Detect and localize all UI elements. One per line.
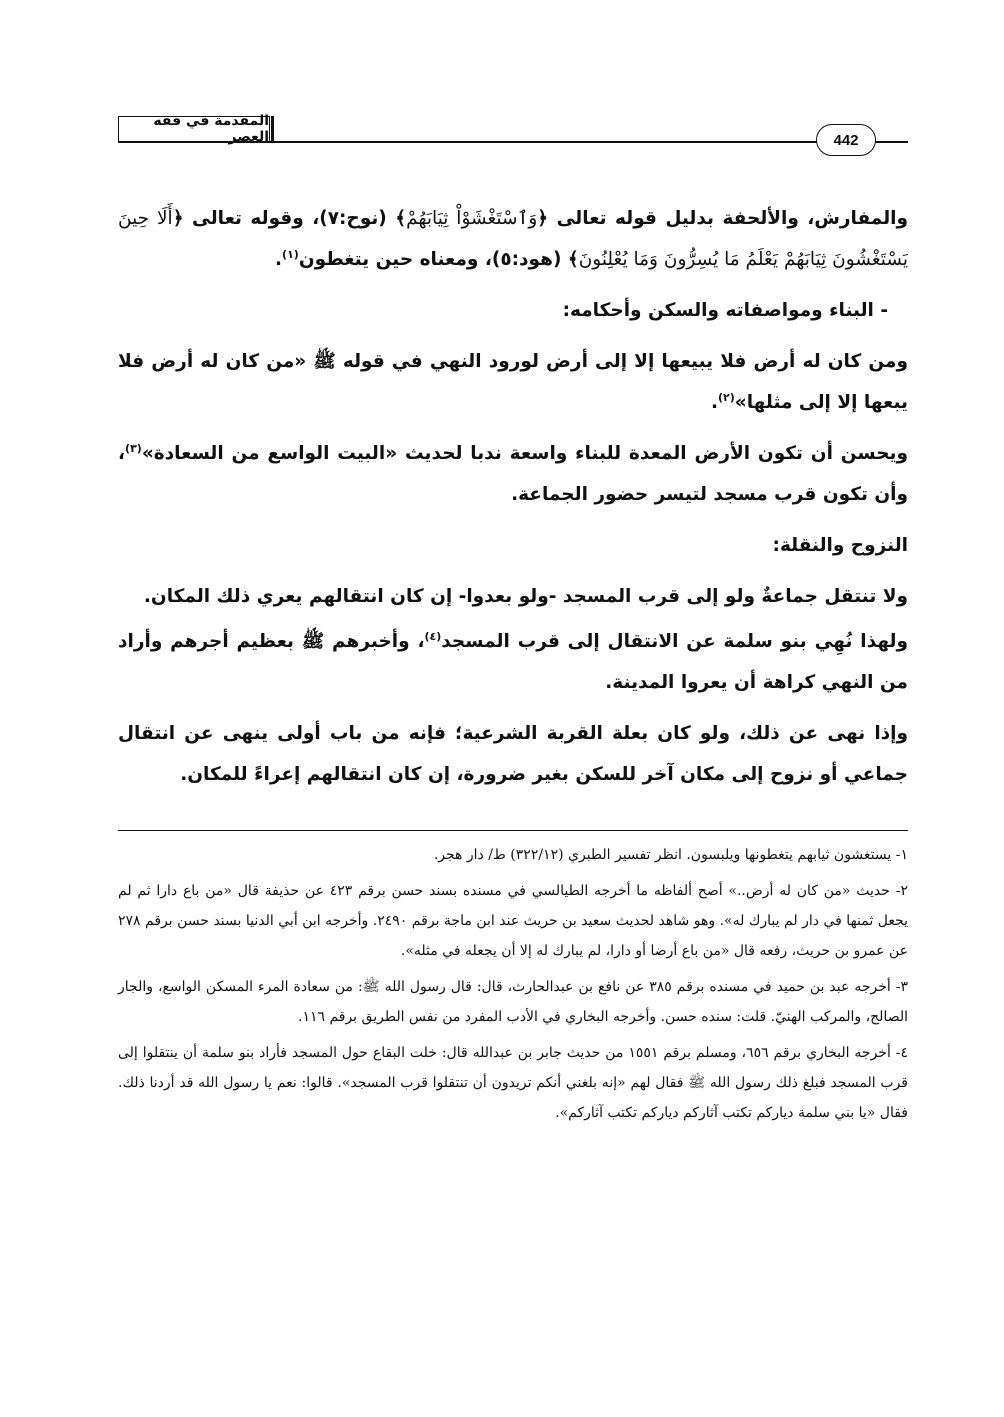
footnote-ref-2: (٢)	[718, 390, 735, 404]
footnote-ref-4: (٤)	[424, 629, 442, 643]
page-number: 442	[816, 124, 876, 156]
footnote-ref-3: (٣)	[125, 441, 142, 455]
footnotes	[118, 840, 908, 1134]
footnote-separator	[118, 830, 908, 831]
paragraph-conclusion: وإذا نهى عن ذلك، ولو كان بعلة القربة الشرعية؛ فإنه من باب أولى ينهى عن انتقال جماعي أو نزوح إلى مكان آخر للسكن بغير ضرورة، إن كان انتقالهم إعراءً للمكان.	[118, 723, 908, 785]
paragraph-spacious	[118, 433, 908, 515]
footnote-2: ٢- حديث «من كان له أرض..» أصح ألفاظه ما أخرجه الطيالسي في مسنده بسند حسن برقم ٤٢٣ عن حذيفة قال «من باع دارا ثم لم يجعل ثمنها في دار لم يبارك له». وهو شاهد لحديث سعيد بن حريث عند ابن ماجة برقم ٢٤٩٠. وأخرجه ابن أبي الدنيا بسند حسن برقم ٢٧٨ عن عمرو بن حريث، رفعه قال «من باع أرضا أو دارا، لم يبارك له إلا أن يجعله في مثله».	[118, 883, 909, 959]
paragraph-clothing	[118, 198, 908, 280]
p1-end: .	[275, 249, 283, 270]
p2-text: ومن كان له أرض فلا يبيعها إلا إلى أرض لورود النهي في قوله ﷺ «من كان له أرض فلا يبعها إلا إلى مثلها»	[118, 351, 908, 413]
section-heading-migration: النزوح والنقلة:	[772, 535, 908, 556]
paragraph-banu-salama	[118, 621, 908, 703]
p5-text-b: ، وأخبرهم ﷺ بعظيم أجرهم وأراد من النهي كراهة أن يعروا المدينة.	[118, 631, 908, 693]
footnote-1: ١- يستغشون ثيابهم يتغطونها ويلبسون. انظر تفسير الطبري (٣٢٢/١٢) ط/ دار هجر.	[433, 847, 908, 863]
p1-text-a: والمفارش، والألحفة بدليل قوله تعالى ﴿	[537, 208, 908, 229]
section-heading-building: - البناء ومواصفاته والسكن وأحكامه:	[562, 300, 888, 321]
paragraph-land	[118, 341, 908, 423]
footnote-ref-1: (١)	[282, 247, 299, 261]
paragraph-group-move: ولا تنتقل جماعةٌ ولو إلى قرب المسجد -ولو بعدوا- إن كان انتقالهم يعري ذلك المكان.	[143, 586, 908, 607]
quran-verse-hud: أَلَا حِينَ يَسْتَغْشُونَ ثِيَابَهُمْ يَعْلَمُ مَا يُسِرُّونَ وَمَا يُعْلِنُونَ	[118, 208, 908, 270]
p2-end: .	[710, 392, 718, 413]
p1-text-b: ﴾ (نوح:٧)، وقوله تعالى ﴿	[172, 208, 407, 229]
page-header	[118, 113, 908, 156]
book-title: المقدمة في فقه العصر	[118, 116, 270, 142]
p3-text-a: ويحسن أن تكون الأرض المعدة للبناء واسعة ندبا لحديث «البيت الواسع من السعادة»	[141, 443, 908, 464]
quran-verse-nuh: وَٱسْتَغْشَوْاْ ثِيَابَهُمْ	[406, 208, 538, 229]
footnote-4: ٤- أخرجه البخاري برقم ٦٥٦، ومسلم برقم ١٥٥١ من حديث جابر بن عبدالله قال: خلت البقاع حول المسجد فأراد بنو سلمة أن ينتقلوا إلى قرب المسجد فبلغ ذلك رسول الله ﷺ فقال لهم «إنه بلغني أنكم تريدون أن تنتقلوا قرب المسجد». قالوا: نعم يا رسول الله قد أردنا ذلك. فقال «يا بني سلمة دياركم تكتب آثاركم دياركم تكتب آثاركم».	[118, 1045, 909, 1121]
main-text	[118, 198, 908, 805]
footnote-3: ٣- أخرجه عبد بن حميد في مسنده برقم ٣٨٥ عن نافع بن عبدالحارث، قال: قال رسول الله ﷺ: من سعادة المرء المسكن الواسع، والجار الصالح، والمركب الهنيّ. قلت: سنده حسن. وأخرجه البخاري في الأدب المفرد من نفس الطريق برقم ١١٦.	[118, 979, 908, 1025]
p5-text-a: ولهذا نُهِي بنو سلمة عن الانتقال إلى قرب المسجد	[441, 631, 908, 652]
p3-text-b: ، وأن تكون قرب مسجد لتيسر حضور الجماعة.	[118, 443, 908, 505]
p1-text-c: ﴾ (هود:٥)، ومعناه حين يتغطون	[298, 249, 579, 270]
